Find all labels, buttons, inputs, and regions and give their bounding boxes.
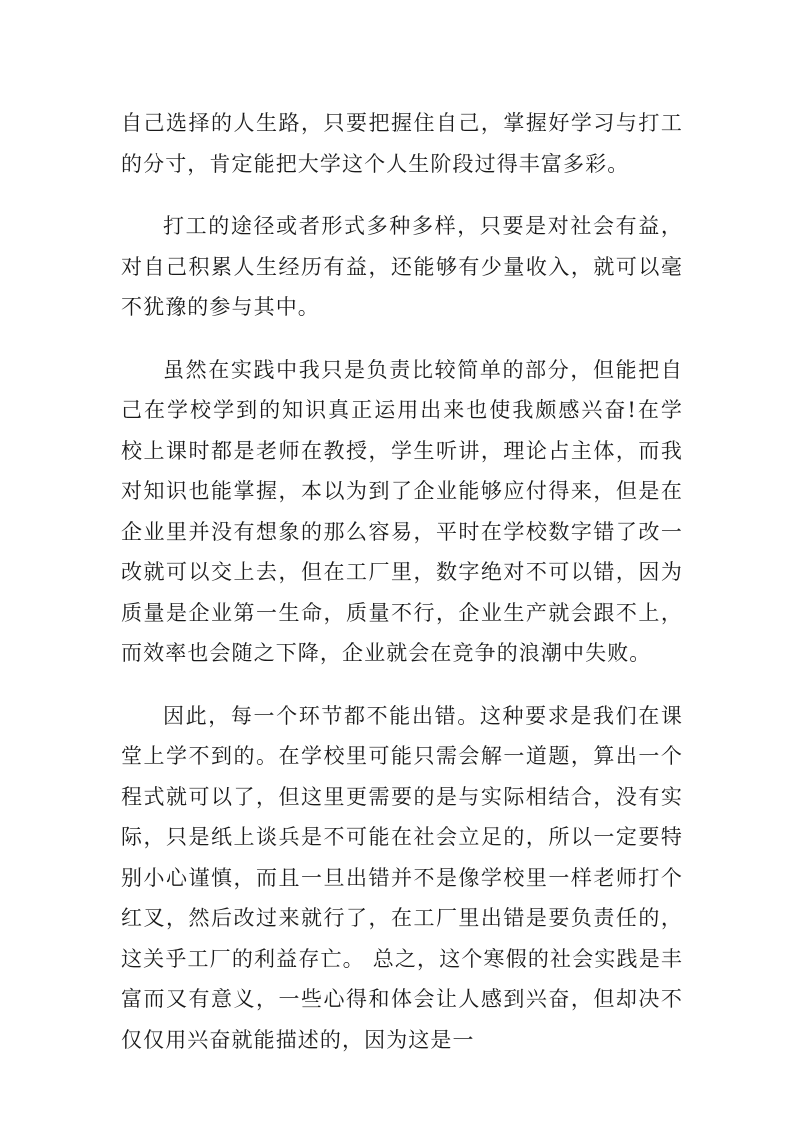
paragraph-2: 打工的途径或者形式多种多样，只要是对社会有益，对自己积累人生经历有益，还能够有少量收入，就可以毫不犹豫的参与其中。 xyxy=(121,214,683,319)
document-page xyxy=(121,103,683,1082)
paragraph-1: 自己选择的人生路，只要把握住自己，掌握好学习与打工的分寸，肯定能把大学这个人生阶段过得丰富多彩。 xyxy=(121,111,683,176)
paragraph-3: 虽然在实践中我只是负责比较简单的部分，但能把自己在学校学到的知识真正运用出来也使我颇感兴奋!在学校上课时都是老师在教授，学生听讲，理论占主体，而我对知识也能掌握，本以为到了企业能够应付得来，但是在企业里并没有想象的那么容易，平时在学校数字错了改一改就可以交上去，但在工厂里，数字绝对不可以错，因为质量是企业第一生命，质量不行，企业生产就会跟不上，而效率也会随之下降，企业就会在竞争的浪潮中失败。 xyxy=(121,357,683,665)
paragraph-4: 因此，每一个环节都不能出错。这种要求是我们在课堂上学不到的。在学校里可能只需会解一道题，算出一个程式就可以了，但这里更需要的是与实际相结合，没有实际，只是纸上谈兵是不可能在社会立足的，所以一定要特别小心谨慎，而且一旦出错并不是像学校里一样老师打个红叉，然后改过来就行了，在工厂里出错是要负责任的，这关乎工厂的利益存亡。 总之，这个寒假的社会实践是丰富而又有意义，一些心得和体会让人感到兴奋，但却决不仅仅用兴奋就能描述的，因为这是一 xyxy=(121,703,683,1052)
